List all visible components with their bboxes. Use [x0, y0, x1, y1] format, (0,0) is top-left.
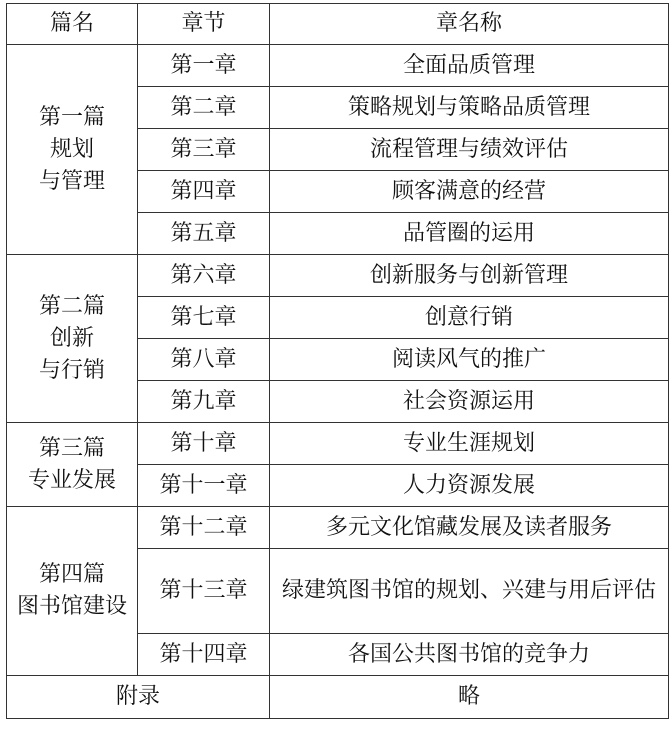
chapter-label: 第十二章 — [138, 507, 270, 549]
chapter-label: 第十章 — [138, 423, 270, 465]
chapter-title: 专业生涯规划 — [270, 423, 669, 465]
chapter-label: 第十三章 — [138, 549, 270, 634]
chapter-label: 第六章 — [138, 255, 270, 297]
chapter-label: 第十一章 — [138, 465, 270, 507]
part-2-line-2: 创新 — [49, 325, 94, 351]
part-2-cell — [7, 255, 138, 423]
part-4-line-1: 第四篇 — [38, 562, 105, 587]
chapter-label: 第一章 — [138, 45, 270, 87]
chapter-title: 创意行销 — [270, 297, 669, 339]
chapter-title: 各国公共图书馆的竞争力 — [270, 634, 669, 676]
part-1-line-1: 第一篇 — [38, 104, 105, 130]
chapter-title: 流程管理与绩效评估 — [270, 129, 669, 171]
table-row — [7, 45, 669, 87]
chapter-title: 阅读风气的推广 — [270, 339, 669, 381]
table-row — [7, 255, 669, 297]
chapter-title: 品管圈的运用 — [270, 213, 669, 255]
chapter-label: 第三章 — [138, 129, 270, 171]
part-3-cell — [7, 423, 138, 507]
part-4-cell — [7, 507, 138, 676]
chapter-title: 顾客满意的经营 — [270, 171, 669, 213]
chapter-label: 第七章 — [138, 297, 270, 339]
appendix-row — [7, 676, 669, 719]
chapter-label: 第四章 — [138, 171, 270, 213]
part-4-line-2: 图书馆建设 — [16, 594, 127, 619]
chapter-title: 多元文化馆藏发展及读者服务 — [270, 507, 669, 549]
part-2-line-1: 第二篇 — [38, 293, 105, 319]
table-row — [7, 507, 669, 549]
part-2-line-3: 与行销 — [38, 357, 105, 383]
header-row — [7, 4, 669, 45]
chapter-label: 第二章 — [138, 87, 270, 129]
chapter-title: 策略规划与策略品质管理 — [270, 87, 669, 129]
chapter-title: 绿建筑图书馆的规划、兴建与用后评估 — [270, 549, 669, 634]
table-row — [7, 423, 669, 465]
part-1-cell — [7, 45, 138, 255]
chapter-label: 第十四章 — [138, 634, 270, 676]
appendix-label: 附录 — [7, 676, 270, 719]
part-1-line-2: 规划 — [49, 136, 94, 162]
part-3-line-1: 第三篇 — [38, 435, 105, 461]
chapter-label: 第五章 — [138, 213, 270, 255]
header-title: 章名称 — [270, 4, 669, 45]
table-of-contents — [6, 3, 669, 719]
chapter-title: 人力资源发展 — [270, 465, 669, 507]
chapter-label: 第八章 — [138, 339, 270, 381]
part-1-line-3: 与管理 — [38, 168, 105, 194]
chapter-title: 全面品质管理 — [270, 45, 669, 87]
header-chapter: 章节 — [138, 4, 270, 45]
appendix-value: 略 — [270, 676, 669, 719]
chapter-title: 创新服务与创新管理 — [270, 255, 669, 297]
chapter-label: 第九章 — [138, 381, 270, 423]
part-3-line-2: 专业发展 — [27, 467, 116, 493]
chapter-title: 社会资源运用 — [270, 381, 669, 423]
header-part: 篇名 — [7, 4, 138, 45]
